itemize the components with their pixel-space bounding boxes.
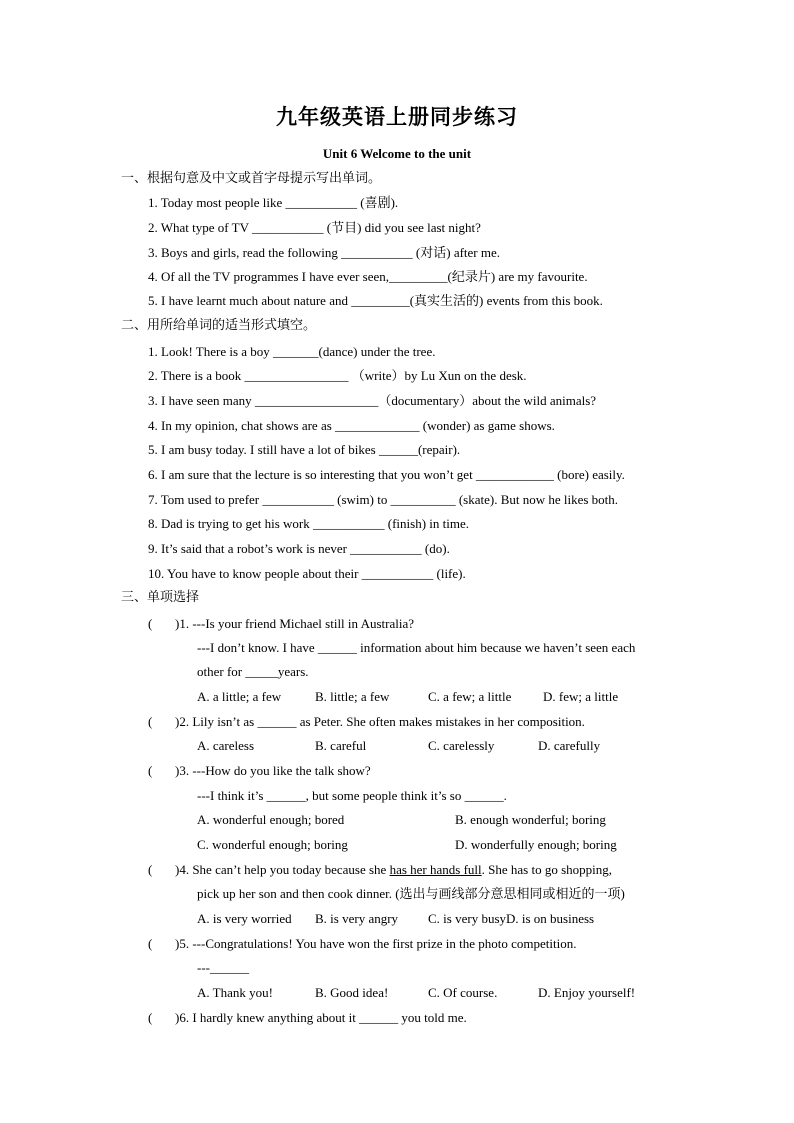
q1-line2: ---I don’t know. I have ______ information about him because we haven’t seen each xyxy=(197,640,636,655)
s2-item-10: 10. You have to know people about their ___________ (life). xyxy=(148,566,466,581)
s2-item-6: 6. I am sure that the lecture is so interesting that you won’t get ____________ (bore) easily. xyxy=(148,467,625,482)
unit-subtitle: Unit 6 Welcome to the unit xyxy=(322,146,472,161)
q3-option-c: C. wonderful enough; boring xyxy=(197,837,348,852)
q6-stem: )6. I hardly knew anything about it ______ you told me. xyxy=(175,1010,467,1025)
q1-option-c: C. a few; a little xyxy=(428,689,512,704)
q4-stem-post: . She has to go shopping, xyxy=(481,862,612,877)
q5-option-c: C. Of course. xyxy=(428,985,498,1000)
q1-option-d: D. few; a little xyxy=(543,689,619,704)
s1-item-2: 2. What type of TV ___________ (节目) did you see last night? xyxy=(148,220,481,235)
q2-stem: )2. Lily isn’t as ______ as Peter. She often makes mistakes in her composition. xyxy=(175,714,585,729)
q1-line3: other for _____years. xyxy=(197,664,309,679)
q3-option-a: A. wonderful enough; bored xyxy=(197,812,345,827)
s1-item-5: 5. I have learnt much about nature and _________(真实生活的) events from this book. xyxy=(148,293,603,308)
section-3-heading: 三、单项选择 xyxy=(121,590,200,605)
q3-option-d: D. wonderfully enough; boring xyxy=(455,837,617,852)
answer-paren: ( xyxy=(148,616,153,631)
q2-option-b: B. careful xyxy=(315,738,367,753)
answer-paren: ( xyxy=(148,936,153,951)
q5-option-d: D. Enjoy yourself! xyxy=(538,985,636,1000)
s2-item-5: 5. I am busy today. I still have a lot of bikes ______(repair). xyxy=(148,442,461,457)
q5-option-a: A. Thank you! xyxy=(197,985,273,1000)
s2-item-9: 9. It’s said that a robot’s work is never ___________ (do). xyxy=(148,541,450,556)
page-title: 九年级英语上册同步练习 xyxy=(276,105,518,129)
q2-option-a: A. careless xyxy=(197,738,255,753)
q4-option-a: A. is very worried xyxy=(197,911,292,926)
s1-item-1: 1. Today most people like ___________ (喜剧). xyxy=(148,195,399,210)
q5-option-b: B. Good idea! xyxy=(315,985,389,1000)
s2-item-2: 2. There is a book ________________ （write）by Lu Xun on the desk. xyxy=(148,368,527,383)
q4-underlined-phrase: has her hands full xyxy=(389,862,482,877)
section-1-heading: 一、根据句意及中文或首字母提示写出单词。 xyxy=(121,171,382,186)
s1-item-3: 3. Boys and girls, read the following ___________ (对话) after me. xyxy=(148,245,501,260)
q2-option-c: C. carelessly xyxy=(428,738,495,753)
s2-item-7: 7. Tom used to prefer ___________ (swim) to __________ (skate). But now he likes both. xyxy=(148,492,619,507)
q5-stem: )5. ---Congratulations! You have won the first prize in the photo competition. xyxy=(175,936,577,951)
q4-line2: pick up her son and then cook dinner. (选出与画线部分意思相同或相近的一项) xyxy=(197,886,625,901)
s2-item-1: 1. Look! There is a boy _______(dance) under the tree. xyxy=(148,344,436,359)
answer-paren: ( xyxy=(148,714,153,729)
s1-item-4: 4. Of all the TV programmes I have ever seen,_________(纪录片) are my favourite. xyxy=(148,269,588,284)
q4-option-b: B. is very angry xyxy=(315,911,399,926)
s2-item-3: 3. I have seen many ___________________（documentary）about the wild animals? xyxy=(148,393,597,408)
q1-option-b: B. little; a few xyxy=(315,689,390,704)
answer-paren: ( xyxy=(148,763,153,778)
q4-stem-pre: )4. She can’t help you today because she xyxy=(175,862,390,877)
q1-stem: )1. ---Is your friend Michael still in Australia? xyxy=(175,616,414,631)
section-2-heading: 二、用所给单词的适当形式填空。 xyxy=(121,318,317,333)
s2-item-4: 4. In my opinion, chat shows are as _____________ (wonder) as game shows. xyxy=(148,418,555,433)
answer-paren: ( xyxy=(148,1010,153,1025)
s2-item-8: 8. Dad is trying to get his work ___________ (finish) in time. xyxy=(148,516,470,531)
q4-option-cd: C. is very busyD. is on business xyxy=(428,911,595,926)
q3-line2: ---I think it’s ______, but some people think it’s so ______. xyxy=(197,788,507,803)
q2-option-d: D. carefully xyxy=(538,738,601,753)
q1-option-a: A. a little; a few xyxy=(197,689,282,704)
answer-paren: ( xyxy=(148,862,153,877)
q3-option-b: B. enough wonderful; boring xyxy=(455,812,606,827)
q3-stem: )3. ---How do you like the talk show? xyxy=(175,763,371,778)
q4-stem xyxy=(175,861,612,879)
q5-line2: ---______ xyxy=(197,960,249,975)
